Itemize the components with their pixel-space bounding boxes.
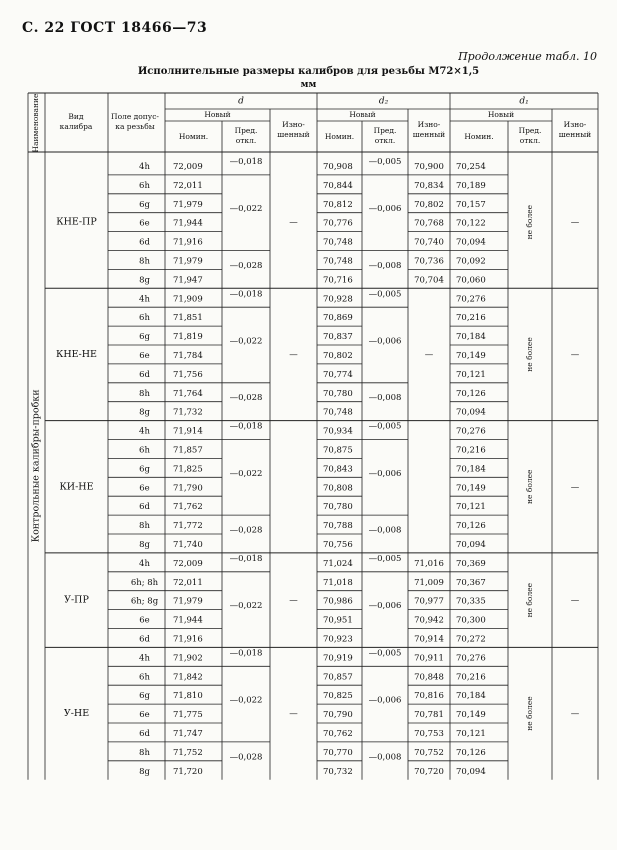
calibre-type-name: КНЕ-ПР	[56, 216, 97, 228]
d-deviation-value: —0,028	[229, 393, 263, 404]
header-d2-nominal: Номин.	[324, 132, 355, 141]
header-calibre-type: калибра	[59, 122, 93, 131]
d1-nominal-value: 70,254	[456, 161, 486, 172]
tolerance-field-value: 6e	[139, 350, 150, 361]
d1-worn-value: —	[570, 595, 580, 606]
tolerance-field-value: 6h	[139, 313, 150, 324]
d-nominal-value: 71,944	[173, 218, 203, 229]
header-d1-worn: шенный	[558, 130, 592, 139]
d1-deviation-value: не более	[525, 337, 534, 372]
d1-worn-value: —	[570, 482, 580, 493]
header-d-new: Новый	[204, 110, 231, 119]
d-nominal-value: 71,775	[173, 710, 203, 721]
d-nominal-value: 71,772	[173, 521, 203, 532]
d2-worn-value: 70,834	[414, 180, 444, 191]
header-d-deviation: Пред.	[234, 126, 258, 135]
d-nominal-value: 71,825	[173, 464, 203, 475]
d1-deviation-value: не более	[525, 696, 534, 731]
d2-worn-value: 70,816	[414, 691, 444, 702]
d1-nominal-value: 70,157	[456, 199, 486, 210]
d-deviation-value: —0,028	[229, 525, 263, 536]
header-d1-deviation: Пред.	[518, 126, 542, 135]
continuation-note: Продолжение табл. 10	[458, 50, 597, 63]
d1-nominal-value: 70,094	[456, 766, 486, 777]
tolerance-field-value: 6h	[139, 180, 150, 191]
d2-nominal-value: 70,928	[323, 294, 353, 305]
tolerance-field-value: 6g	[139, 464, 150, 475]
tolerance-field-value: 6d	[139, 634, 150, 645]
d2-deviation-value: —0,006	[368, 601, 402, 612]
d2-deviation-value: —0,005	[368, 648, 402, 659]
d2-nominal-value: 70,986	[323, 596, 353, 607]
d1-nominal-value: 70,060	[456, 275, 486, 286]
d2-worn-value: 70,704	[414, 275, 444, 286]
d-nominal-value: 71,857	[173, 445, 203, 456]
d2-nominal-value: 70,908	[323, 161, 353, 172]
header-tolerance-field: Поле допус-	[111, 112, 159, 121]
header-d-deviation: откл.	[235, 136, 257, 145]
d1-nominal-value: 70,126	[456, 521, 486, 532]
d2-worn-value: —	[424, 349, 434, 360]
tolerance-field-value: 6g	[139, 691, 150, 702]
d-nominal-value: 71,756	[173, 369, 203, 380]
tolerance-field-value: 4h	[139, 426, 150, 437]
header-calibre-type: Вид	[68, 112, 84, 121]
tolerance-field-value: 8h	[139, 256, 150, 267]
d1-deviation-value: не более	[525, 582, 534, 618]
tolerance-field-value: 6d	[139, 237, 150, 248]
tolerance-field-value: 6e	[139, 218, 150, 229]
d-nominal-value: 71,851	[173, 313, 203, 324]
d-nominal-value: 72,011	[173, 577, 203, 588]
tolerance-field-value: 4h	[139, 653, 150, 664]
d1-nominal-value: 70,216	[456, 313, 486, 324]
d2-nominal-value: 71,018	[323, 577, 353, 588]
d-deviation-value: —0,018	[229, 289, 263, 300]
d2-worn-value: 70,768	[414, 218, 444, 229]
d2-nominal-value: 70,919	[323, 653, 353, 664]
d1-deviation-value: не более	[525, 469, 534, 504]
header-d-worn: шенный	[277, 130, 310, 139]
d2-nominal-value: 70,857	[323, 672, 353, 683]
d2-worn-value: 70,977	[414, 596, 444, 607]
tolerance-field-value: 6g	[139, 332, 150, 343]
d1-worn-value: —	[570, 709, 580, 720]
d2-nominal-value: 70,748	[323, 407, 353, 418]
d-nominal-value: 71,732	[173, 407, 203, 418]
d1-nominal-value: 70,276	[456, 294, 486, 305]
tolerance-field-value: 6h; 8g	[130, 596, 159, 607]
d-nominal-value: 71,979	[173, 256, 203, 267]
d1-nominal-value: 70,126	[456, 388, 486, 399]
d-nominal-value: 71,909	[173, 294, 203, 305]
header-d1-deviation: откл.	[519, 136, 541, 145]
calibre-type-name: КНЕ-НЕ	[55, 348, 98, 360]
header-tolerance-field: ка резьбы	[115, 122, 155, 131]
tolerance-field-value: 4h	[139, 558, 150, 569]
d1-nominal-value: 70,092	[456, 256, 486, 267]
d-deviation-value: —0,028	[229, 260, 263, 271]
d2-worn-value: 70,736	[414, 256, 444, 267]
table-unit: мм	[300, 80, 317, 90]
tolerance-field-value: 6e	[139, 710, 150, 721]
d1-deviation-value: не более	[525, 204, 534, 240]
page-header: С. 22 ГОСТ 18466—73	[22, 20, 208, 36]
d-worn-value: —	[289, 595, 298, 606]
d1-nominal-value: 70,094	[456, 237, 486, 248]
d-nominal-value: 71,902	[173, 653, 203, 664]
d1-nominal-value: 70,216	[456, 445, 486, 456]
d1-nominal-value: 70,189	[456, 180, 486, 191]
header-d-worn: Изно-	[282, 120, 305, 129]
calibre-type-name: У-НЕ	[63, 708, 90, 720]
header-d2-deviation: Пред.	[373, 126, 397, 135]
d1-nominal-value: 70,184	[456, 691, 486, 702]
d2-nominal-value: 70,776	[323, 218, 353, 229]
header-d1-worn: Изно-	[563, 120, 587, 129]
d-deviation-value: —0,018	[229, 156, 263, 167]
d2-worn-value: 70,720	[414, 766, 444, 777]
d2-worn-value: 70,740	[414, 237, 444, 248]
d2-deviation-value: —0,008	[368, 393, 402, 404]
d1-nominal-value: 70,335	[456, 596, 486, 607]
d2-worn-value: 71,009	[414, 577, 444, 588]
d2-nominal-value: 70,825	[323, 691, 353, 702]
d2-deviation-value: —0,006	[368, 468, 402, 479]
d1-nominal-value: 70,272	[456, 634, 486, 645]
d-nominal-value: 71,762	[173, 502, 203, 513]
d-deviation-value: —0,022	[229, 336, 263, 347]
d2-nominal-value: 70,790	[323, 710, 353, 721]
d-deviation-value: —0,022	[229, 695, 263, 706]
d2-deviation-value: —0,008	[368, 260, 402, 271]
d-nominal-value: 71,944	[173, 615, 203, 626]
d-nominal-value: 71,784	[173, 350, 203, 361]
tolerance-field-value: 8g	[139, 275, 150, 286]
d2-deviation-value: —0,008	[368, 525, 402, 536]
d2-worn-value: 70,900	[414, 161, 444, 172]
d-nominal-value: 71,914	[173, 426, 203, 437]
d2-nominal-value: 70,780	[323, 388, 353, 399]
d1-nominal-value: 70,122	[456, 218, 486, 229]
d1-nominal-value: 70,121	[456, 502, 486, 513]
d-nominal-value: 71,947	[173, 275, 203, 286]
d-nominal-value: 71,916	[173, 237, 203, 248]
d2-nominal-value: 70,934	[323, 426, 353, 437]
d1-nominal-value: 70,300	[456, 615, 486, 626]
d2-worn-value: 70,914	[414, 634, 444, 645]
d1-worn-value: —	[570, 217, 580, 228]
d2-worn-value: 70,911	[414, 653, 444, 664]
tolerance-field-value: 6e	[139, 615, 150, 626]
d-nominal-value: 72,009	[173, 558, 203, 569]
d-deviation-value: —0,022	[229, 601, 263, 612]
tolerance-field-value: 6d	[139, 369, 150, 380]
d2-deviation-value: —0,005	[368, 156, 402, 167]
tolerance-field-value: 8g	[139, 539, 150, 550]
tolerance-field-value: 4h	[139, 294, 150, 305]
header-d2-new: Новый	[349, 110, 376, 119]
tolerance-field-value: 8g	[139, 766, 150, 777]
header-d1-nominal: Номин.	[464, 132, 494, 141]
d2-nominal-value: 70,788	[323, 521, 353, 532]
tolerance-field-value: 6d	[139, 728, 150, 739]
d1-nominal-value: 70,094	[456, 407, 486, 418]
d-deviation-value: —0,028	[229, 752, 263, 763]
d2-nominal-value: 70,748	[323, 256, 353, 267]
d2-deviation-value: —0,005	[368, 553, 402, 564]
header-name-column: Наименование	[31, 93, 40, 153]
calibre-type-name: У-ПР	[64, 594, 89, 606]
d2-nominal-value: 70,875	[323, 445, 353, 456]
d2-nominal-value: 70,812	[323, 199, 353, 210]
d1-worn-value: —	[570, 349, 580, 360]
header-d: d	[238, 96, 244, 107]
d2-worn-value: 70,802	[414, 199, 444, 210]
d2-nominal-value: 70,869	[323, 313, 353, 324]
d2-nominal-value: 70,716	[323, 275, 353, 286]
d2-nominal-value: 70,732	[323, 766, 353, 777]
d-worn-value: —	[289, 709, 298, 720]
d1-nominal-value: 70,276	[456, 426, 486, 437]
d1-nominal-value: 70,149	[456, 710, 486, 721]
d1-nominal-value: 70,149	[456, 483, 486, 494]
header-d1-new: Новый	[487, 110, 515, 119]
d1-nominal-value: 70,184	[456, 464, 486, 475]
d-nominal-value: 71,790	[173, 483, 203, 494]
d2-deviation-value: —0,006	[368, 695, 402, 706]
d-nominal-value: 72,009	[173, 161, 203, 172]
d2-nominal-value: 70,780	[323, 502, 353, 513]
d-nominal-value: 71,819	[173, 332, 203, 343]
d2-deviation-value: —0,008	[368, 752, 402, 763]
d-worn-value: —	[289, 217, 298, 228]
d2-nominal-value: 70,748	[323, 237, 353, 248]
d2-nominal-value: 70,802	[323, 350, 353, 361]
d1-nominal-value: 70,126	[456, 747, 486, 758]
tolerance-field-value: 6h; 8h	[130, 577, 159, 588]
d2-nominal-value: 70,756	[323, 539, 353, 550]
d-nominal-value: 71,842	[173, 672, 203, 683]
d-nominal-value: 71,747	[173, 728, 203, 739]
d2-nominal-value: 70,808	[323, 483, 353, 494]
d1-nominal-value: 70,276	[456, 653, 486, 664]
tolerance-field-value: 8h	[139, 388, 150, 399]
d2-nominal-value: 70,770	[323, 747, 353, 758]
d-nominal-value: 72,011	[173, 180, 203, 191]
d-nominal-value: 71,764	[173, 388, 203, 399]
header-d2: d₂	[378, 96, 389, 107]
d-nominal-value: 71,979	[173, 199, 203, 210]
d2-nominal-value: 71,024	[323, 558, 353, 569]
d-worn-value: —	[289, 349, 298, 360]
header-d2-worn: шенный	[412, 130, 446, 139]
header-d-nominal: Номин.	[178, 132, 209, 141]
d2-worn-value: 70,942	[414, 615, 444, 626]
d-deviation-value: —0,022	[229, 204, 263, 215]
tolerance-field-value: 8h	[139, 747, 150, 758]
d2-worn-value: 70,753	[414, 728, 444, 739]
category-label: Контрольные калибры-пробки	[30, 389, 42, 543]
d-nominal-value: 71,916	[173, 634, 203, 645]
d2-worn-value: 71,016	[414, 558, 444, 569]
header-d2-deviation: откл.	[374, 136, 396, 145]
d2-deviation-value: —0,006	[368, 336, 402, 347]
d2-worn-value: 70,848	[414, 672, 444, 683]
d2-deviation-value: —0,005	[368, 289, 402, 300]
d-nominal-value: 71,740	[173, 539, 203, 550]
d1-nominal-value: 70,121	[456, 369, 486, 380]
d2-worn-value: 70,752	[414, 747, 444, 758]
d-nominal-value: 71,810	[173, 691, 203, 702]
tolerance-field-value: 6h	[139, 445, 150, 456]
tolerance-field-value: 6e	[139, 483, 150, 494]
d1-nominal-value: 70,121	[456, 728, 486, 739]
d-deviation-value: —0,018	[229, 648, 263, 659]
d-nominal-value: 71,979	[173, 596, 203, 607]
d2-nominal-value: 70,843	[323, 464, 353, 475]
d2-deviation-value: —0,005	[368, 421, 402, 432]
calibre-type-name: КИ-НЕ	[59, 481, 94, 493]
d-deviation-value: —0,018	[229, 421, 263, 432]
d1-nominal-value: 70,369	[456, 558, 486, 569]
d1-nominal-value: 70,149	[456, 350, 486, 361]
tolerance-field-value: 6h	[139, 672, 150, 683]
tolerance-field-value: 4h	[139, 161, 150, 172]
d-nominal-value: 71,720	[173, 766, 203, 777]
tolerance-field-value: 8g	[139, 407, 150, 418]
table-title: Исполнительные размеры калибров для резьбы М72×1,5	[137, 66, 480, 77]
tolerance-field-value: 8h	[139, 521, 150, 532]
d2-nominal-value: 70,844	[323, 180, 353, 191]
header-d2-worn: Изно-	[417, 120, 441, 129]
tolerance-field-value: 6g	[139, 199, 150, 210]
d2-deviation-value: —0,006	[368, 204, 402, 215]
d2-nominal-value: 70,762	[323, 728, 353, 739]
d1-nominal-value: 70,094	[456, 539, 486, 550]
header-d1: d₁	[519, 96, 529, 107]
tolerance-field-value: 6d	[139, 502, 150, 513]
d-nominal-value: 71,752	[173, 747, 203, 758]
d-deviation-value: —0,018	[229, 553, 263, 564]
d2-nominal-value: 70,923	[323, 634, 353, 645]
d-deviation-value: —0,022	[229, 468, 263, 479]
d2-nominal-value: 70,951	[323, 615, 353, 626]
d2-worn-value: 70,781	[414, 710, 444, 721]
d2-nominal-value: 70,774	[323, 369, 353, 380]
d2-nominal-value: 70,837	[323, 332, 353, 343]
d1-nominal-value: 70,216	[456, 672, 486, 683]
d1-nominal-value: 70,367	[456, 577, 486, 588]
d1-nominal-value: 70,184	[456, 332, 486, 343]
